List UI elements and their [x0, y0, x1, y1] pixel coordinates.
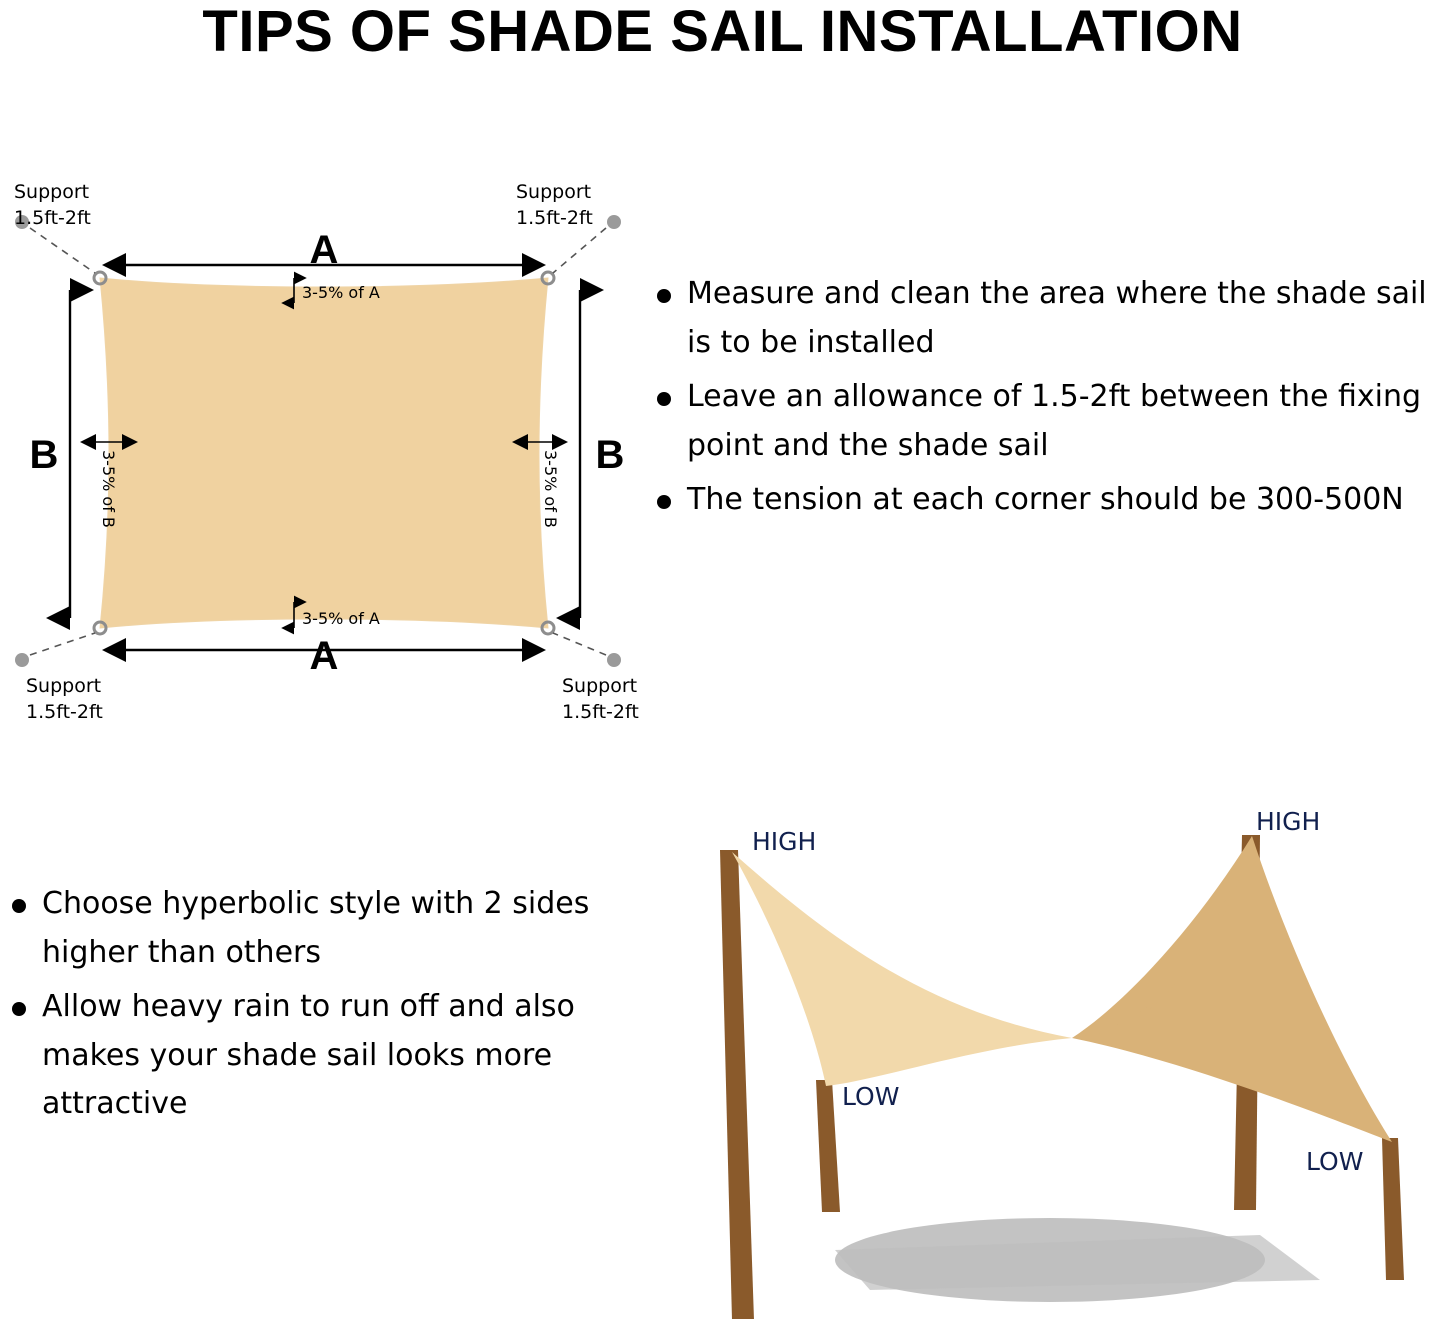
support-label-top-left-line1: Support: [14, 181, 90, 203]
sail-panel-dark: [1072, 836, 1392, 1142]
tolerance-label-bottom: 3-5% of A: [302, 609, 380, 628]
support-dot-bottom-left: [15, 653, 29, 667]
post-low-right: [1382, 1138, 1404, 1280]
list-item: Measure and clean the area where the shade sail is to be installed: [645, 270, 1445, 367]
tips-list-bottom: [0, 880, 620, 1135]
list-item: Choose hyperbolic style with 2 sides higher than others: [0, 880, 620, 977]
label-high-left: HIGH: [752, 827, 817, 856]
support-line-top-left: [30, 228, 95, 273]
support-label-bottom-right-line2: 1.5ft-2ft: [562, 701, 639, 723]
tips-list-top: [645, 270, 1445, 531]
page-title: TIPS OF SHADE SAIL INSTALLATION: [202, 0, 1243, 64]
dimension-label-right-b: B: [595, 433, 625, 477]
tolerance-label-right: 3-5% of B: [541, 450, 560, 528]
post-high-left: [720, 850, 754, 1319]
label-low-right: LOW: [1306, 1147, 1364, 1176]
support-label-bottom-right-line1: Support: [562, 675, 638, 697]
support-label-top-right-line1: Support: [516, 181, 592, 203]
support-label-bottom-left-line2: 1.5ft-2ft: [26, 701, 103, 723]
list-item: Allow heavy rain to run off and also makes your shade sail looks more attractive: [0, 983, 620, 1129]
label-high-right: HIGH: [1256, 807, 1321, 836]
support-label-bottom-left-line1: Support: [26, 675, 102, 697]
hyperbolic-shade-sail-illustration: [620, 780, 1445, 1319]
support-line-bottom-right: [553, 633, 606, 655]
post-low-left: [816, 1080, 840, 1212]
rectangular-shade-sail-measurement-diagram: [0, 150, 680, 740]
support-label-top-left-line2: 1.5ft-2ft: [14, 207, 91, 229]
shade-sail-shape: [100, 278, 548, 628]
dimension-label-left-b: B: [29, 433, 59, 477]
support-line-top-right: [553, 228, 606, 273]
support-dot-top-right: [607, 215, 621, 229]
sail-panel-light: [732, 852, 1072, 1086]
support-line-bottom-left: [30, 633, 95, 655]
dimension-label-bottom-a: A: [309, 634, 339, 678]
list-item: The tension at each corner should be 300-500N: [645, 476, 1445, 525]
label-low-left: LOW: [842, 1082, 900, 1111]
support-dot-bottom-right: [607, 653, 621, 667]
list-item: Leave an allowance of 1.5-2ft between the fixing point and the shade sail: [645, 373, 1445, 470]
dimension-label-top-a: A: [309, 228, 339, 272]
tolerance-label-left: 3-5% of B: [99, 450, 118, 528]
tolerance-label-top: 3-5% of A: [302, 283, 380, 302]
support-label-top-right-line2: 1.5ft-2ft: [516, 207, 593, 229]
